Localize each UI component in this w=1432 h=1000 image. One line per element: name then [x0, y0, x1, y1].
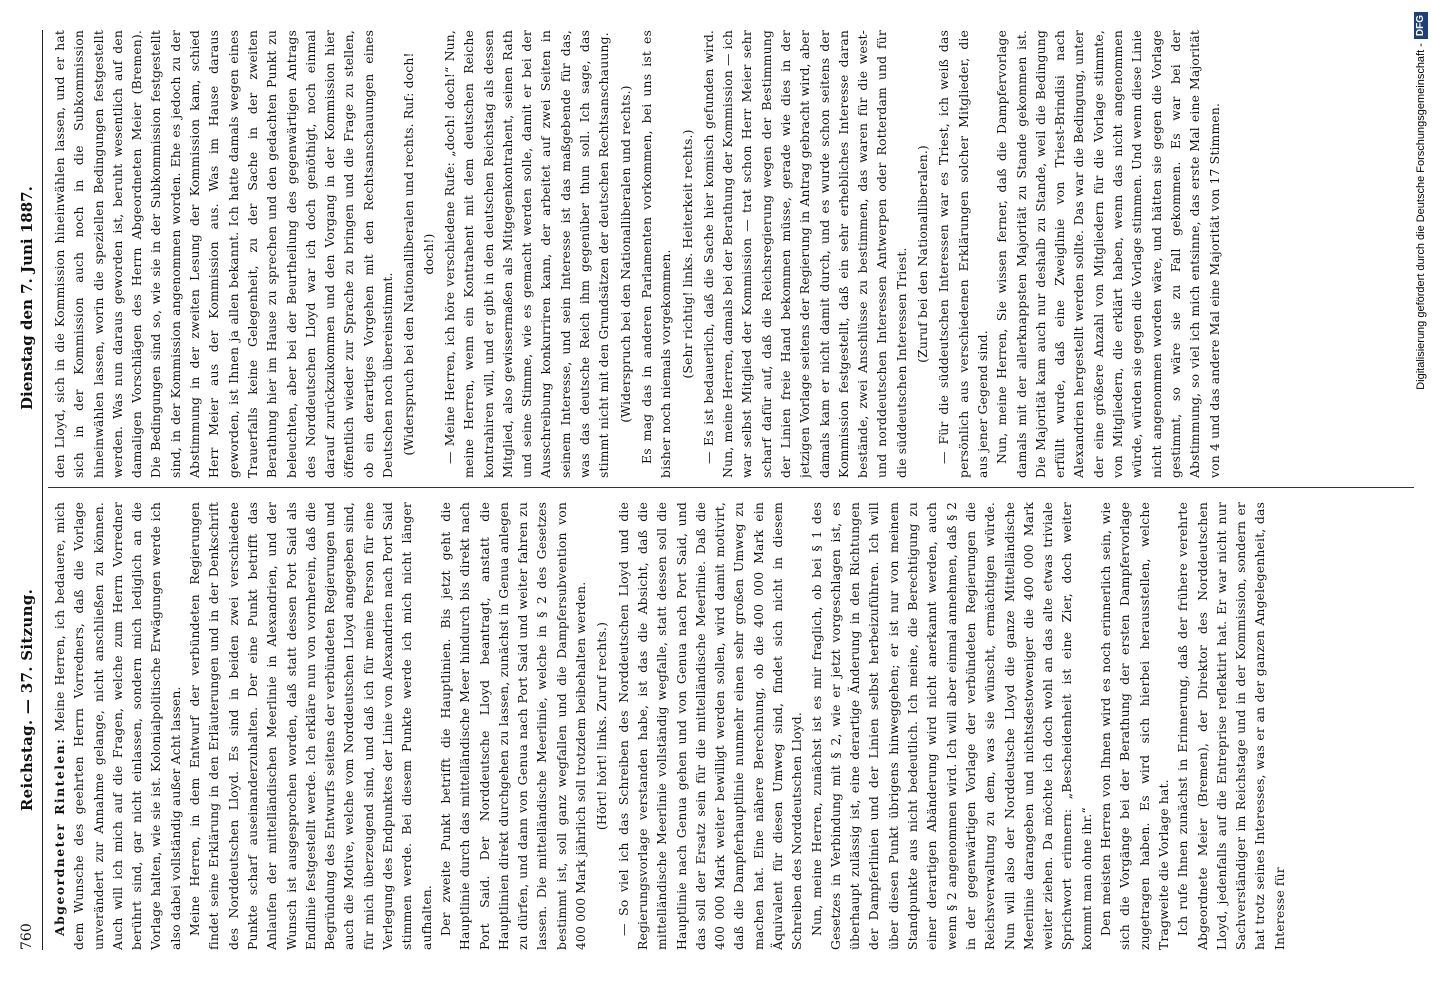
body-paragraph: — So viel ich das Schreiben des Norddeutschen Lloyd und die Regierungsvorlage verstanden habe, ist das die Absicht, daß die mittelländische Meerlinie vollständig wegfalle, statt dessen soll die Hauptlinie nach Genua gehen und von Genua nach Port Said, und das soll der Ersatz sein für die mittelländische Meerlinie. Daß die 400 000 Mark weiter bewilligt werden sollen, wird damit motivirt, daß die Dampferhauptlinie nunmehr einen sehr großen Umweg zu machen hat. Eine nähere Berechnung, ob die 400 000 Mark ein Äquivalent für diesen Umweg sind, findet sich nicht in diesem Schreiben des Norddeutschen Lloyd. [615, 502, 805, 950]
credit-text: Digitalisierung gefördert durch die Deutsche Forschungsgemeinschaft - [1415, 43, 1427, 390]
body-paragraph: den Lloyd, sich in die Kommission hineinwählen lassen, und er hat sich in der Kommission auch noch in die Subkommission hineinwählen lassen, worin die speziellen Bedingungen festgestellt werden. Was nun daraus geworden ist, beruht wesentlich auf den damaligen Vorschlägen des Herrn Abgeordneten Meier (Bremen). Die Bedingungen sind so, wie sie in der Subkommission festgestellt sind, in der Kommission angenommen worden. Ehe es jedoch zu der Abstimmung in der zweiten Lesung der Kommission kam, schied Herr Meier aus der Kommission aus. Was im Hause daraus geworden, ist Ihnen ja allen bekannt. Ich hatte damals wegen eines Trauerfalls keine Gelegenheit, zu der Sache in der zweiten Berathung hier im Hause zu sprechen und den gedachten Punkt zu beleuchten, aber bei der Beurtheilung des gegenwärtigen Antrags des Norddeutschen Lloyd war ich doch genöthigt, noch einmal darauf zurückzukommen und den Vorgang in der Kommission hier öffentlich wieder zur Sprache zu bringen und die Frage zu stellen, ob ein derartiges Vorgehen mit den Rechtsanschauungen eines Deutschen noch übereinstimmt. [52, 30, 396, 478]
page-header [12, 30, 43, 950]
body-paragraph: Der zweite Punkt betrifft die Hauptlinien. Bis jetzt geht die Hauptlinie durch das mittelländische Meer hindurch bis direkt nach Port Said. Der Norddeutsche Lloyd beantragt, anstatt die Hauptlinien direkt durchgehen zu lassen, zunächst in Genua anlegen zu dürfen, und dann von Genua nach Port Said und weiter fahren zu lassen. Die mittelländische Meerlinie, welche in § 2 des Gesetzes bestimmt ist, soll ganz wegfallen und die Dampfersubvention von 400 000 Mark jährlich soll trotzdem beibehalten werden. [437, 502, 589, 950]
right-column [50, 30, 1418, 478]
speech-text: Meine Herren, ich bedauere, mich dem Wunsche des geehrten Herrn Vorredners, daß die Vorlage unverändert zur Annahme gelange, nicht anschließen zu können. Auch will ich mich auf die Fragen, welche zum Herrn Vorredner berührt sind, gar nicht einlassen, sondern mich lediglich an die Vorlage halten, wie sie ist. Kolonialpolitische Erwägungen werde ich also dabei vollständig außer Acht lassen. [52, 502, 183, 950]
body-paragraph: Ich rufe Ihnen zunächst in Erinnerung, daß der frühere verehrte Abgeordnete Meier (Bremen), der Direktor des Norddeutschen Lloyd, jedenfalls auf die Entreprise reflektirt hat. Er war nicht nur Sachverständiger im Reichstage und in der Kommission, sondern er hat trotz seines Interesses, was er an der ganzen Angelegenheit, das Interesse für [1175, 502, 1287, 950]
body-paragraph: Nun, meine Herren, Sie wissen ferner, daß die Dampfervorlage damals mit der allerknappsten Majorität zu Stande gekommen ist. Die Majorität kam auch nur deshalb zu Stande, weil die Bedingung erfüllt wurde, daß eine Zweiglinie von Triest-Brindisi nach Alexandrien hergestellt werden sollte. Das war die Bedingung, unter der eine größere Anzahl von Mitgliedern für die Vorlage stimmte, von Mitgliedern, die erklärt haben, wenn das nicht angenommen würde, würden sie gegen die Vorlage stimmen. Und wenn diese Linie nicht angenommen worden wäre, und hätten sie gegen die Vorlage gestimmt, so wäre sie zu Fall gekommen. Es war bei der Abstimmung, so viel ich mich entsinne, das erste Mal eine Majorität von 4 und das andere Mal eine Majorität von 17 Stimmen. [994, 30, 1222, 478]
right-running-title: Dienstag den 7. Juni 1887. [18, 186, 36, 410]
interjection: (Widerspruch bei den Nationalliberalen und rechts. Ruf: doch! doch!) [401, 52, 436, 456]
speech-paragraph [50, 502, 185, 950]
body-paragraph: Den meisten Herren von Ihnen wird es noch erinnerlich sein, wie sich die Vorgänge bei der Berathung der ersten Dampfervorlage zugetragen haben. Es wird sich hierbei herausstellen, welche Tragweite die Vorlage hat. [1098, 502, 1171, 950]
dfg-logo: DFG [1414, 12, 1428, 39]
body-paragraph: — Meine Herren, ich höre verschiedene Rufe: „doch! doch!“ Nun, meine Herren, wenn ein Kontrahent mit dem deutschen Reiche kontrahiren will, und er gibt in den deutschen Reichstag als dessen Mitglied, also gewissermaßen als Mitgegenkontrahent, seinen Rath und seine Stimme, wie es gemacht werden solle, damit er bei der Ausschreibung konkurriren kann, der arbeitet auf zwei Seiten in seinem Interesse, und sein Interesse ist das maßgebende für das, was das deutsche Reich ihm gegenüber thun soll. Ich sage, das stimmt nicht mit den Grundsätzen der deutschen Rechtsanschauung. [441, 30, 612, 478]
page-number: 760 [19, 923, 35, 950]
body-paragraph: Nun, meine Herren, zunächst ist es mir fraglich, ob bei § 1 des Gesetzes in Verbindung mit § 2, wie er jetzt vorgeschlagen ist, es überhaupt zulässig ist, eine derartige Änderung in den Richtungen der Dampferlinien und der Linien selbst herbeizuführen. Ich will über diesen Punkt übrigens hinweggehen; er ist nur von meinem Standpunkte aus nicht bedeutlich. Ich meine, die Berechtigung zu einer derartigen Abänderung wird nicht anerkannt werden, auch wenn § 2 angenommen wird. Ich will aber einmal annehmen, daß § 2 in der gegenwärtigen Vorlage der verbündeten Regierungen die Reichsverwaltung zu dem, was sie wünscht, ermächtigen würde. Nun will also der Norddeutsche Lloyd die ganze Mittelländische Meerlinie darangeben und nichtsdestoweniger die 400 000 Mark weiter ziehen. Da möchte ich doch wohl an das alte etwas triviale Sprichwort erinnern: „Bescheidenheit ist eine Zier, doch weiter kommt man ohne ihr.“ [808, 502, 1094, 950]
body-paragraph: Es mag das in anderen Parlamenten vorkommen, bei uns ist es bisher noch niemals vorgekommen. [638, 30, 674, 478]
running-header [12, 490, 42, 910]
column-divider [48, 487, 1414, 488]
interjection: (Sehr richtig! links. Heiterkeit rechts.) [679, 129, 695, 379]
left-running-title: Reichstag. — 37. Sitzung. [18, 588, 36, 812]
body-paragraph: — Es ist bedauerlich, daß die Sache hier komisch gefunden wird. Nun, meine Herren, damals bei der Berathung der Kommission — ich war selbst Mitglied der Kommission — trat schon Herr Meier sehr scharf dafür auf, daß die Reichsregierung wegen der Bestimmung der Linien freie Hand bekommen müsse, gerade wie dies in der jetzigen Vorlage seitens der Regierung in Antrag gebracht wird, aber damals kam er nicht damit durch, und es wurde schon seitens der Kommission festgestellt, daß ein sehr erhebliches Interesse daran bestände, zwei Anschlüsse zu bestimmen, das waren für die west- und norddeutschen Interessen Antwerpen oder Rotterdam und für die süddeutschen Interessen Triest. [700, 30, 909, 478]
interjection: (Zuruf bei den Nationalliberalen.) [915, 145, 931, 363]
body-paragraph: — Für die süddeutschen Interessen war es Triest, ich weiß das persönlich aus verschiedenen Erklärungen solcher Mitglieder, die aus jener Gegend sind. [936, 30, 990, 478]
body-paragraph: Meine Herren, in dem Entwurf der verbündeten Regierungen findet seine Erklärung in den Erläuterungen und in der Denkschrift des Norddeutschen Lloyd. Es sind in beiden zwei verschiedene Punkte scharf auseinanderzuhalten. Der eine Punkt betrifft das Anlaufen der mittelländischen Meerlinie in Alexandrien, und der Wunsch ist ausgesprochen worden, daß statt dessen Port Said als Endlinie festgestellt werde. Ich erkläre nun von vornherein, daß die Begründung des Entwurfs seitens der verbündeten Regierungen und auch die Motive, welche vom Norddeutschen Lloyd angegeben sind, für mich überzeugend sind, und daß ich für meine Person für eine Verlegung des Endpunktes der Linie von Alexandrien nach Port Said stimmen werde. Bei diesem Punkte werde ich mich nicht länger aufhalten. [187, 502, 434, 950]
left-column [50, 502, 1418, 950]
speaker-name: Abgeordneter Rintelen: [52, 737, 67, 936]
dfg-credit [1411, 0, 1431, 1000]
interjection: (Widerspruch bei den Nationalliberalen und rechts.) [617, 85, 633, 423]
interjection: (Hört! hört! links. Zuruf rechts.) [594, 621, 610, 831]
